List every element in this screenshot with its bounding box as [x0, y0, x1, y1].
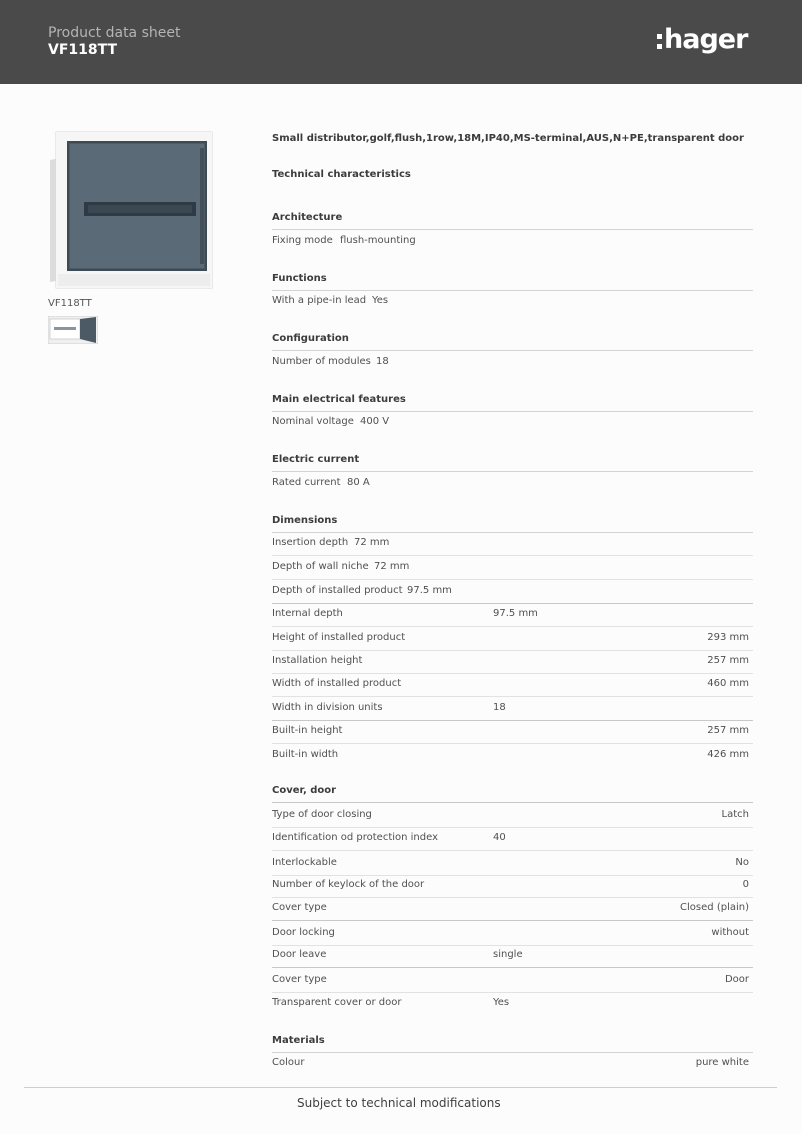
- spec-label: Door leave: [272, 949, 327, 960]
- spec-value: 97.5 mm: [407, 585, 452, 596]
- spec-label: Cover type: [272, 902, 327, 913]
- spec-value: 257 mm: [707, 725, 749, 736]
- spec-label: Width of installed product: [272, 678, 402, 689]
- spec-label: Nominal voltage: [272, 416, 354, 427]
- spec-value: 426 mm: [707, 749, 749, 760]
- spec-label: Depth of installed product: [272, 585, 403, 596]
- hager-logo: hager: [657, 22, 757, 62]
- product-reference: VF118TT: [48, 42, 118, 58]
- spec-label: Fixing mode: [272, 235, 333, 246]
- product-thumbnail[interactable]: [48, 316, 98, 344]
- spec-row-colour: [272, 1052, 753, 1075]
- spec-value: No: [735, 857, 749, 868]
- spec-value: flush-mounting: [340, 235, 416, 246]
- section-dimensions: Dimensions: [272, 515, 753, 533]
- spec-value: Yes: [493, 997, 510, 1008]
- spec-value: Door: [724, 974, 749, 985]
- section-architecture: Architecture: [272, 212, 753, 230]
- page-header: [0, 0, 802, 84]
- spec-label: Installation height: [272, 655, 363, 666]
- spec-label: Width in division units: [272, 702, 383, 713]
- spec-value: 18: [376, 356, 389, 367]
- image-caption: VF118TT: [48, 298, 92, 309]
- spec-label: Number of keylock of the door: [272, 879, 425, 890]
- spec-label: Built-in height: [272, 725, 343, 736]
- section-electrical: Main electrical features: [272, 394, 753, 412]
- spec-row-installation-height: [272, 650, 753, 674]
- spec-value: without: [711, 927, 749, 938]
- spec-row-installed-height: [272, 627, 753, 651]
- spec-row-builtin-width: [272, 744, 753, 767]
- document-type: Product data sheet: [48, 25, 181, 41]
- spec-row-insertion-depth: [272, 532, 753, 556]
- spec-label: Interlockable: [272, 857, 337, 868]
- spec-row-door-locking: [272, 922, 753, 946]
- spec-row-installed-width: [272, 673, 753, 697]
- characteristics-title: Technical characteristics: [272, 169, 411, 180]
- spec-label: Height of installed product: [272, 632, 406, 643]
- spec-row-modules: [272, 351, 753, 374]
- spec-label: Number of modules: [272, 356, 371, 367]
- product-image: [48, 130, 214, 292]
- section-current: Electric current: [272, 454, 753, 472]
- spec-label: Built-in width: [272, 749, 339, 760]
- spec-row-transparent: [272, 992, 753, 1015]
- spec-label: With a pipe-in lead: [272, 295, 367, 306]
- spec-row-division-units: [272, 697, 753, 721]
- spec-row-installed-depth: [272, 580, 753, 604]
- section-cover-door: Cover, door: [272, 785, 753, 803]
- spec-label: Internal depth: [272, 608, 343, 619]
- spec-label: Transparent cover or door: [272, 997, 402, 1008]
- spec-value: 0: [742, 879, 749, 890]
- spec-value: 400 V: [360, 416, 390, 427]
- footer-note: Subject to technical modifications: [297, 1096, 501, 1110]
- spec-row-cover-type: [272, 897, 753, 921]
- spec-value: 257 mm: [707, 655, 749, 666]
- spec-row-voltage: [272, 411, 753, 434]
- spec-value: Closed (plain): [680, 902, 749, 913]
- spec-row-interlockable: [272, 852, 753, 876]
- spec-row-door-closing: [272, 804, 753, 828]
- product-title: Small distributor,golf,flush,1row,18M,IP40,MS-terminal,AUS,N+PE,transparent door: [272, 133, 744, 144]
- spec-row-builtin-height: [272, 720, 753, 744]
- spec-row-pipe-in-lead: [272, 290, 753, 313]
- spec-label: Rated current: [272, 477, 341, 488]
- spec-value: 18: [493, 702, 506, 713]
- spec-value: 72 mm: [354, 537, 390, 548]
- spec-label: Cover type: [272, 974, 327, 985]
- spec-value: pure white: [695, 1057, 749, 1068]
- spec-row-protection-index: [272, 827, 753, 851]
- spec-value: Latch: [721, 809, 749, 820]
- spec-value: 72 mm: [374, 561, 410, 572]
- section-materials: Materials: [272, 1035, 753, 1053]
- spec-value: single: [493, 949, 523, 960]
- footer-divider: [24, 1087, 777, 1088]
- spec-label: Door locking: [272, 927, 335, 938]
- spec-row-door-leave: [272, 944, 753, 968]
- spec-value: 460 mm: [707, 678, 749, 689]
- spec-value: 97.5 mm: [493, 608, 538, 619]
- section-configuration: Configuration: [272, 333, 753, 351]
- spec-label: Colour: [272, 1057, 305, 1068]
- logo-dots-icon: [657, 32, 663, 52]
- spec-value: 80 A: [347, 477, 370, 488]
- spec-row-cover-type-door: [272, 969, 753, 993]
- spec-row-fixing-mode: [272, 230, 753, 253]
- spec-label: Insertion depth: [272, 537, 349, 548]
- spec-label: Depth of wall niche: [272, 561, 369, 572]
- spec-value: 293 mm: [707, 632, 749, 643]
- spec-row-niche-depth: [272, 556, 753, 580]
- spec-value: Yes: [372, 295, 389, 306]
- section-functions: Functions: [272, 273, 753, 291]
- spec-value: 40: [493, 832, 506, 843]
- spec-label: Type of door closing: [272, 809, 372, 820]
- spec-row-rated-current: [272, 472, 753, 495]
- spec-row-keylock: [272, 874, 753, 898]
- spec-row-internal-depth: [272, 603, 753, 627]
- spec-label: Identification od protection index: [272, 832, 439, 843]
